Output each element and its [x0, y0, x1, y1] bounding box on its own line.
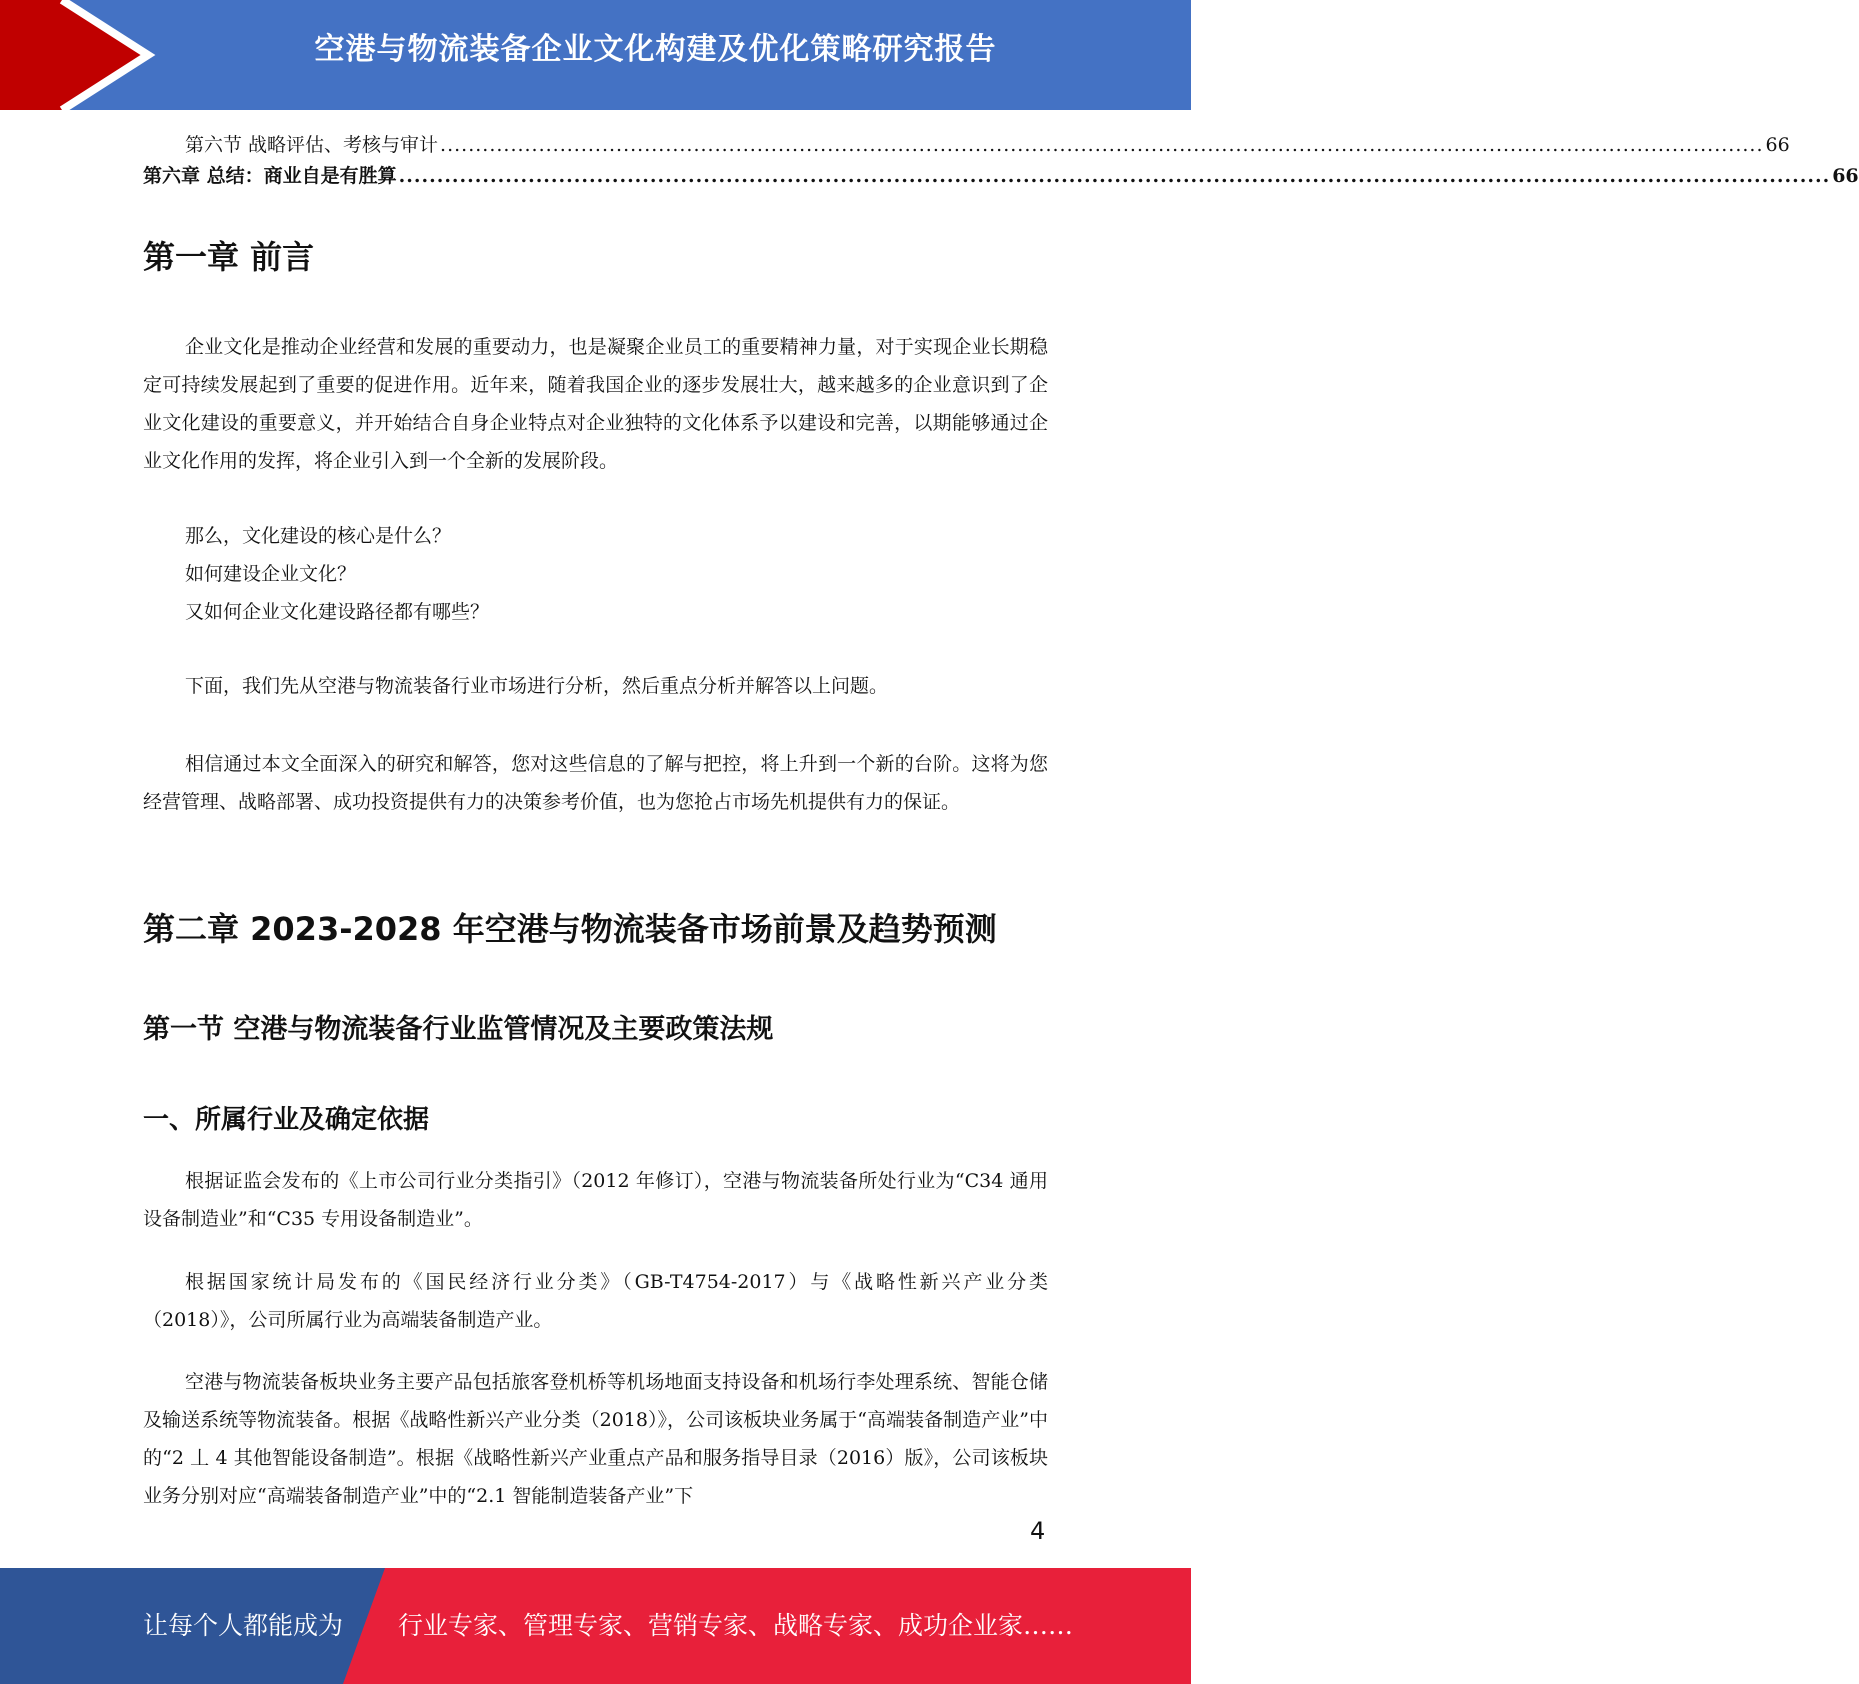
subsection-1-title: 一、所属行业及确定依据 [143, 1105, 430, 1135]
footer-slogan-left: 让每个人都能成为 [143, 1611, 344, 1640]
page-number: 4 [1030, 1517, 1046, 1545]
toc-leader-dots: ............................................................................................................................................................................................ [440, 134, 1764, 156]
chapter-2-paragraph-3: 空港与物流装备板块业务主要产品包括旅客登机桥等机场地面支持设备和机场行李处理系统、智能仓储及输送系统等物流装备。根据《战略性新兴产业分类（2018）》，公司该板块业务属于“高端装备制造产业”中的“2 丄 4 其他智能设备制造”。根据《战略性新兴产业重点产品和服务指导目录（2016）版》，公司该板块业务分别对应“高端装备制造产业”中的“2.1 智能制造装备产业”下 [143, 1371, 1048, 1507]
page-footer [0, 1568, 1191, 1684]
toc-leader-dots: ............................................................................................................................................................................................ [398, 165, 1831, 187]
toc-page-number: 66 [1765, 134, 1790, 156]
question-3: 又如何企业文化建设路径都有哪些？ [185, 601, 490, 623]
chapter-2-paragraph-2: 根据国家统计局发布的《国民经济行业分类》（GB-T4754-2017）与《战略性新兴产业分类（2018）》，公司所属行业为高端装备制造产业。 [143, 1271, 1048, 1331]
toc-entry-label: 第六章 总结：商业自是有胜算 [143, 165, 397, 187]
toc-entry[interactable] [143, 130, 1790, 157]
chapter-2-paragraph-1: 根据证监会发布的《上市公司行业分类指引》（2012 年修订），空港与物流装备所处行业为“C34 通用设备制造业”和“C35 专用设备制造业”。 [143, 1170, 1048, 1230]
toc-entry[interactable] [143, 161, 1859, 188]
chapter-1-paragraph-3: 相信通过本文全面深入的研究和解答，您对这些信息的了解与把控，将上升到一个新的台阶。这将为您经营管理、战略部署、成功投资提供有力的决策参考价值，也为您抢占市场先机提供有力的保证。 [143, 753, 1048, 813]
footer-slogan-right: 行业专家、管理专家、营销专家、战略专家、成功企业家…… [398, 1611, 1074, 1640]
toc-page-number: 66 [1832, 165, 1859, 187]
toc-entry-label: 第六节 战略评估、考核与审计 [185, 134, 439, 156]
chapter-1-paragraph-1: 企业文化是推动企业经营和发展的重要动力，也是凝聚企业员工的重要精神力量，对于实现企业长期稳定可持续发展起到了重要的促进作用。近年来，随着我国企业的逐步发展壮大，越来越多的企业意识到了企业文化建设的重要意义，并开始结合自身企业特点对企业独特的文化体系予以建设和完善，以期能够通过企业文化作用的发挥，将企业引入到一个全新的发展阶段。 [143, 336, 1048, 472]
chapter-1-title: 第一章 前言 [143, 238, 315, 276]
question-1: 那么，文化建设的核心是什么？ [185, 525, 452, 547]
chapter-2-title: 第二章 2023-2028 年空港与物流装备市场前景及趋势预测 [143, 910, 997, 948]
page-header [0, 0, 1191, 110]
question-2: 如何建设企业文化？ [185, 563, 357, 585]
header-title: 空港与物流装备企业文化构建及优化策略研究报告 [314, 32, 997, 67]
chapter-1-paragraph-2: 下面，我们先从空港与物流装备行业市场进行分析，然后重点分析并解答以上问题。 [185, 675, 889, 697]
section-1-title: 第一节 空港与物流装备行业监管情况及主要政策法规 [143, 1014, 774, 1045]
